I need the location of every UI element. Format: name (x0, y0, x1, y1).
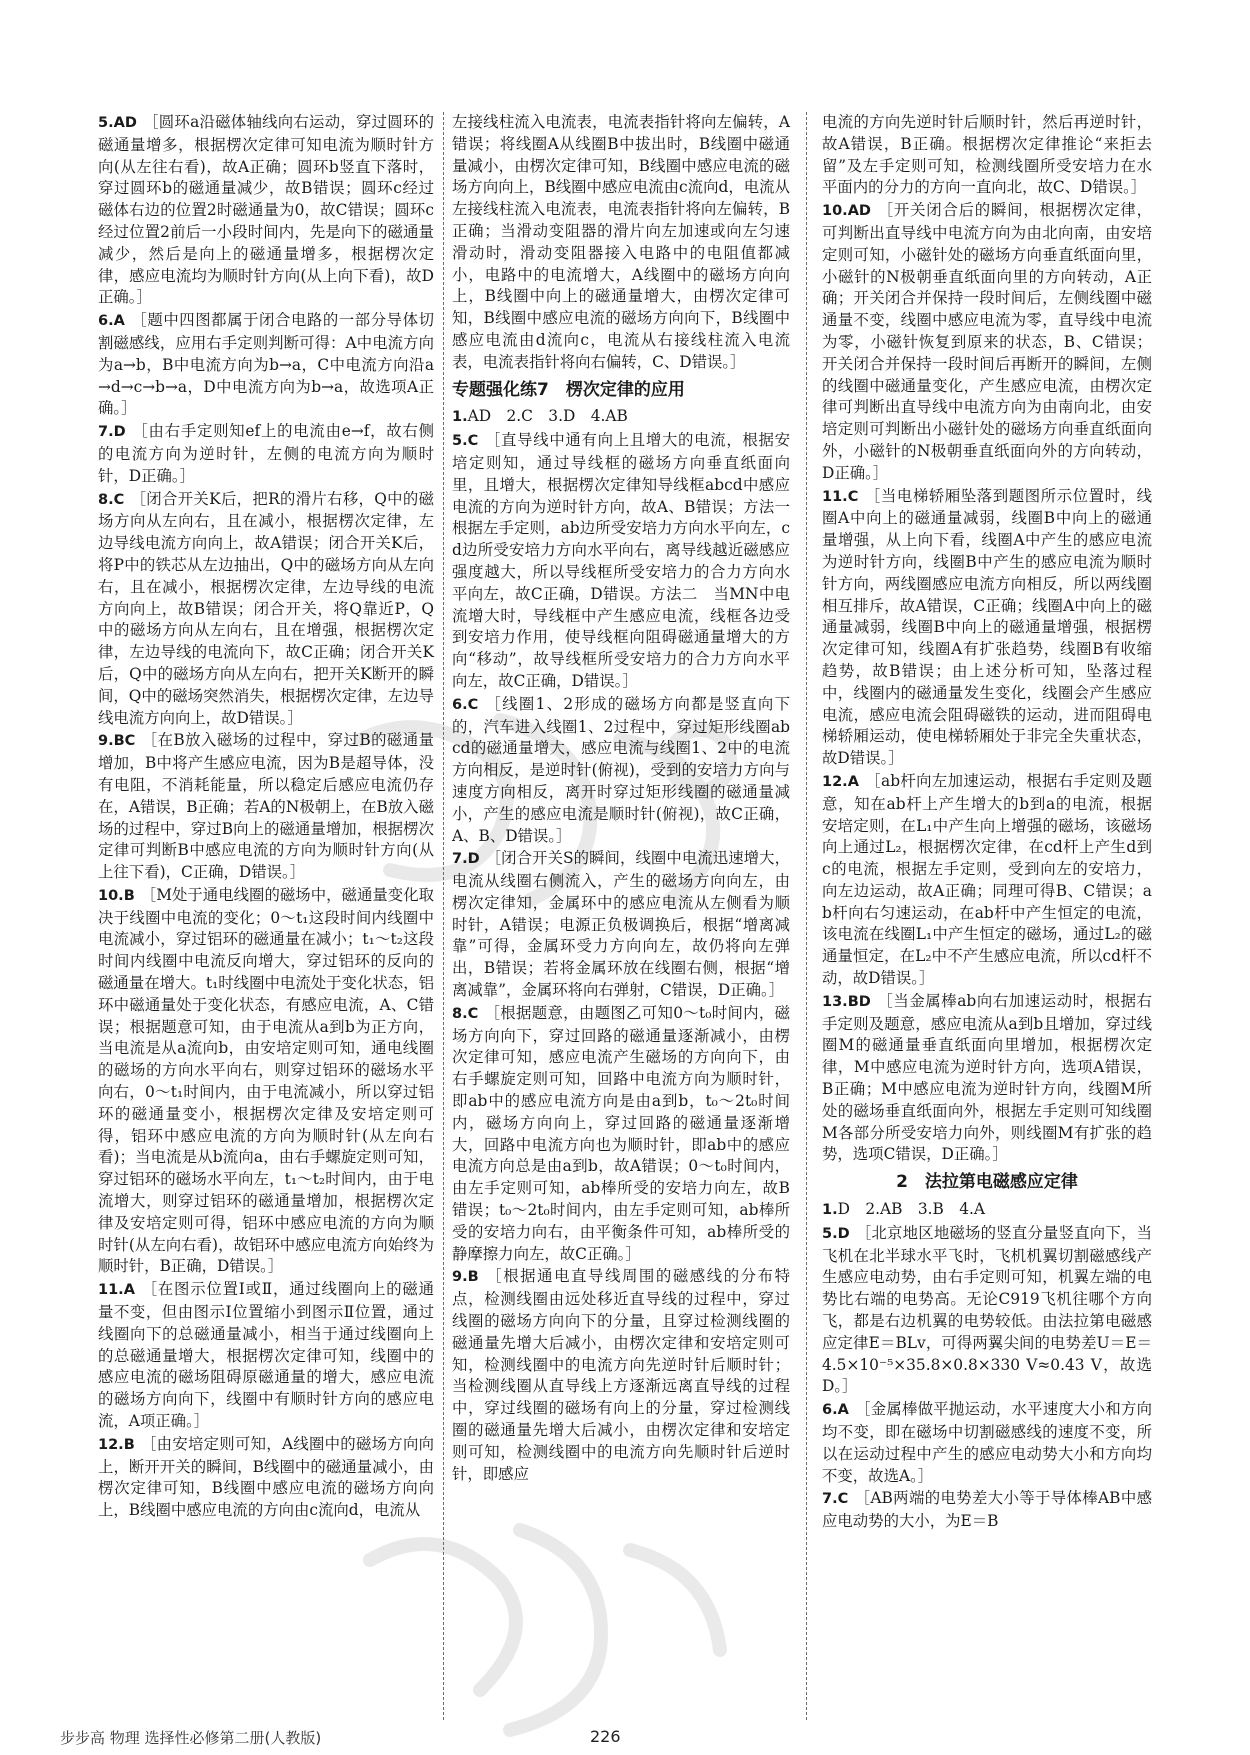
question-number: 6. (452, 696, 468, 713)
answer-list (822, 1199, 1152, 1533)
answer-item (822, 771, 1152, 990)
continued-text: 左接线柱流入电流表，电流表指针将向左偏转，A错误；将线圈A从线圈B中拔出时，B线圈中磁通量减小，由楞次定律可知，B线圈中感应电流的磁场方向向上，B线圈中感应电流由c流向d，电流从左接线柱流入电流表，电流表指针将向左偏转，B正确；当滑动变阻器的滑片向左加速或向左匀速滑动时，滑动变阻器接入电路中的电阻值都减小，电路中的电流增大，A线圈中的磁场方向向上，B线圈中向上的磁通量增大，由楞次定律可知，B线圈中感应电流的磁场方向向下，B线圈中感应电流由d流向c，电流从右接线柱流入电流表，电流表指针将向右偏转，C、D错误。］ (452, 113, 790, 371)
answer-item (452, 694, 790, 848)
question-number: 9. (452, 1269, 468, 1286)
answer-item (452, 1003, 790, 1266)
answer-list (452, 406, 806, 1485)
answer-choice: A (847, 773, 859, 790)
column-divider (443, 112, 444, 1720)
question-number: 9. (98, 733, 114, 750)
answer-item (452, 1266, 790, 1485)
answer-choice: D (113, 424, 126, 441)
answer-explanation: ［题中四图都属于闭合电路的一部分导体切割磁感线，应用右手定则判断可得：A中电流方向为a→b，B中电流方向为b→a，C中电流方向沿a→d→c→b→a，D中电流方向为b→a，故选项A正确。］ (98, 311, 434, 418)
answer-explanation: ［北京地区地磁场的竖直分量竖直向下，当飞机在北半球水平飞时，飞机机翼切割磁感线产生感应电动势，由右手定则可知，机翼左端的电势比右端的电势高。无论C919飞机往哪个方向飞，都是右边机翼的电势较低。由法拉第电磁感应定律E＝BLv，可得两翼尖间的电势差U＝E＝4.5×10⁻⁵×35.8×0.8×330 V≈0.43 V，故选D。］ (822, 1223, 1152, 1396)
question-number: 7. (822, 1491, 838, 1508)
column-divider (806, 112, 807, 1720)
book-footer: 步步高 物理 选择性必修第二册(人教版) (60, 1729, 322, 1747)
answer-explanation: ［金属棒做平抛运动，水平速度大小和方向均不变，即在磁场中切割磁感线的速度不变，所以在运动过程中产生的感应电动势大小和方向均不变，故选A。］ (822, 1400, 1152, 1485)
answer-item (98, 421, 434, 487)
answer-choice: BC (113, 733, 136, 750)
question-number: 12. (822, 773, 848, 790)
question-number: 7. (452, 851, 468, 868)
answer-item (98, 1434, 434, 1522)
answer-choice: AD (847, 203, 871, 220)
section-title: 专题强化练7 楞次定律的应用 (452, 379, 685, 400)
answer-item (452, 406, 790, 429)
question-number: 11. (98, 1282, 124, 1299)
answer-item (98, 112, 434, 309)
answer-item (452, 430, 806, 693)
answer-item (822, 200, 1152, 484)
question-number: 10. (822, 203, 848, 220)
answer-item (98, 310, 434, 420)
question-number: 5. (822, 1225, 838, 1242)
answer-choice: D (467, 851, 480, 868)
question-number: 8. (452, 1005, 468, 1022)
answer-choice: C (467, 696, 479, 713)
page-number: 226 (590, 1727, 621, 1746)
answer-explanation: ［根据通电直导线周围的磁感线的分布特点，检测线圈由远处移近直导线的过程中，穿过线圈的磁场方向向下的分量，且穿过检测线圈的磁通量先增大后减小，由楞次定律和安培定则可知，检测线圈中的电流方向先逆时针后顺时针；当检测线圈从直导线上方逐渐远离直导线的过程中，穿过线圈的磁场有向上的分量，穿过检测线圈的磁通量先增大后减小，由楞次定律和安培定则可知，检测线圈中的电流方向先顺时针后逆时针，即感应 (452, 1267, 790, 1483)
column-3 (822, 112, 1152, 1724)
question-number: 13. (822, 993, 848, 1010)
answer-explanation: ［闭合开关S的瞬间，线圈中电流迅速增大，电流从线圈右侧流入，产生的磁场方向向左，由楞次定律知，金属环中的感应电流从左侧看为顺时针，A错误；电源正负极调换后，根据“增离减靠”可得，金属环受力方向向左，故仍将向左弹出，B错误；若将金属环放在线圈右侧，根据“增离减靠”，金属环将向右弹射，C错误，D正确。］ (452, 849, 790, 1000)
answer-explanation: ［直导线中通有向上且增大的电流，根据安培定则知，通过导线框的磁场方向垂直纸面向里，且增大，根据楞次定律知导线框abcd中感应电流的方向为逆时针方向，故A、B错误；方法一 根据左手定则，ab边所受安培力方向水平向左，cd边所受安培力方向水平向右，离导线越近磁感应强度越大，所以导线框所受安培力的合力方向水平向左，故C正确，D错误。方法二 当MN中电流增大时，导线框中产生感应电流，线框各边受到安培力作用，使导线框向阻碍磁通量增大的方向“移动”，故导线框所受安培力的合力方向水平向左，故C正确，D错误。］ (452, 431, 806, 690)
answer-choice: C (113, 491, 125, 508)
answer-item (822, 1199, 1152, 1222)
answer-choice: B (123, 887, 135, 904)
answer-explanation: AD 2.C 3.D 4.AB (467, 407, 628, 426)
answer-explanation: ［圆环a沿磁体轴线向右运动，穿过圆环的磁通量增多，根据楞次定律可知电流为顺时针方向(从左往右看)，故A正确；圆环b竖直下落时，穿过圆环b的磁通量减少，故B错误；圆环c经过磁体右边的位置2时磁通量为0，故C错误；圆环c经过位置2前后一小段时间内，先是向下的磁通量减少，然后是向上的磁通量增多，根据楞次定律，感应电流均为顺时针方向(从上向下看)，故D正确。］ (98, 113, 434, 307)
answer-choice: C (847, 488, 859, 505)
answer-item (98, 1279, 434, 1433)
answer-item (822, 991, 1152, 1166)
question-number: 1. (822, 1202, 838, 1219)
question-number: 5. (98, 115, 114, 131)
answer-choice: AD (113, 115, 137, 131)
continued-text: 电流的方向先逆时针后顺时针，然后再逆时针，故A错误，B正确。根据楞次定律推论“来拒去留”及左手定则可知，检测线圈所受安培力在水平面内的分力的方向一直向北，故C、D错误。］ (822, 113, 1152, 197)
answer-explanation: ［由右手定则知ef上的电流由e→f，故右侧的电流方向为逆时针，左侧的电流方向为顺时针，D正确。］ (98, 422, 434, 485)
question-number: 5. (452, 433, 468, 450)
answer-choice: C (467, 433, 479, 450)
question-number: 7. (98, 424, 114, 441)
answer-explanation: ［当金属棒ab向右加速运动时，根据右手定则及题意，感应电流从a到b且增加，穿过线圈M的磁通量垂直纸面向里增加，根据楞次定律，M中感应电流为逆时针方向，选项A错误，B正确；M中感应电流为逆时针方向，线圈M所处的磁场垂直纸面向外，根据左手定则可知线圈M各部分所受安培力向外，则线圈M有扩张的趋势，选项C错误，D正确。］ (822, 991, 1152, 1164)
question-number: 1. (452, 409, 468, 426)
answer-item (452, 848, 790, 1002)
answer-explanation: ［由安培定则可知，A线圈中的磁场方向向上，断开开关的瞬间，B线圈中的磁通量减小，由楞次定律可知，B线圈中感应电流的磁场方向向上，B线圈中感应电流的方向由c流向d，电流从 (98, 1434, 434, 1520)
section-title: 2 法拉第电磁感应定律 (896, 1172, 1078, 1193)
answer-explanation: ［线圈1、2形成的磁场方向都是竖直向下的，汽车进入线圈1、2过程中，穿过矩形线圈abcd的磁通量增大，感应电流与线圈1、2中的电流方向相反，是逆时针(俯视)，受到的安培力方向与速度方向相反，离开时穿过矩形线圈的磁通量减小，产生的感应电流是顺时针(俯视)，故C正确，A、B、D错误。］ (452, 694, 790, 845)
answer-choice: B (123, 1436, 135, 1453)
answer-explanation: ［ab杆向左加速运动，根据右手定则及题意，知在ab杆上产生增大的b到a的电流，根据安培定则，在L₁中产生向上增强的磁场，该磁场向上通过L₂，根据楞次定律，在cd杆上产生d到c的电流，根据左手定则，受到向左的安培力，向左边运动，故A正确；同理可得B、C错误；ab杆向右匀速运动，在ab杆中产生恒定的电流，该电流在线圈L₁中产生恒定的磁场，通过L₂的磁通量恒定，在L₂中不产生感应电流，所以cd杆不动，故D错误。］ (822, 771, 1152, 988)
answer-choice: A (123, 1282, 135, 1299)
answer-item (98, 489, 434, 730)
answer-item (98, 730, 434, 884)
answer-choice: A (113, 313, 125, 330)
answer-choice: BD (847, 993, 871, 1010)
answer-item (822, 1399, 1152, 1487)
answer-choice: A (837, 1402, 849, 1419)
answer-choice: D (837, 1225, 850, 1242)
answer-explanation: ［当电梯轿厢坠落到题图所示位置时，线圈A中向上的磁通量减弱，线圈B中向上的磁通量增强，从上向下看，线圈A中产生的感应电流为逆时针方向，线圈B中产生的感应电流为顺时针方向，两线圈感应电流方向相反，所以两线圈相互排斥，故A错误，C正确；线圈A中向上的磁通量减弱，线圈B中向上的磁通量增强，根据楞次定律可知，线圈A有扩张趋势，线圈B有收缩趋势，故B错误；由上述分析可知，坠落过程中，线圈内的磁通量发生变化，线圈会产生感应电流，感应电流会阻碍磁铁的运动，进而阻碍电梯轿厢运动，使电梯轿厢处于非完全失重状态，故D错误。］ (822, 486, 1152, 768)
question-number: 6. (822, 1402, 838, 1419)
answer-item (822, 1488, 1152, 1533)
column-2 (452, 112, 806, 1724)
question-number: 10. (98, 887, 124, 904)
answer-item (822, 1223, 1152, 1398)
answer-explanation: ［开关闭合后的瞬间，根据楞次定律，可判断出直导线中电流方向为由北向南，由安培定则可知，小磁针处的磁场方向垂直纸面向里，小磁针的N极朝垂直纸面向里的方向转动，A正确；开关闭合并保持一段时间后，左侧线圈中磁通量不变，线圈中感应电流为零，直导线中电流为零，小磁针恢复到原来的状态，B、C错误；开关闭合并保持一段时间后再断开的瞬间，左侧的线圈中磁通量变化，产生感应电流，由楞次定律可判断出直导线中电流方向为由南向北，由安培定则可判断出小磁针处的磁场方向垂直纸面向外，小磁针的N极朝垂直纸面向外的方向转动，D正确。］ (822, 201, 1152, 482)
answer-explanation: ［在图示位置Ⅰ或Ⅱ，通过线圈向上的磁通量不变，但由图示Ⅰ位置缩小到图示Ⅱ位置，通过线圈向下的总磁通量减小，相当于通过线圈向上的总磁通量增大，根据楞次定律可知，线圈中的感应电流的磁场阻碍原磁通量的增大，感应电流的磁场方向向下，线圈中有顺时针方向的感应电流，A项正确。］ (98, 1280, 434, 1431)
answer-choice: B (467, 1269, 479, 1286)
answer-explanation: ［根据题意，由题图乙可知0～t₀时间内，磁场方向向下，穿过回路的磁通量逐渐减小，由楞次定律可知，感应电流产生磁场的方向向下，由右手螺旋定则可知，回路中电流方向为顺时针，即ab中的感应电流方向是由a到b，t₀～2t₀时间内，磁场方向向上，穿过回路的磁通量逐渐增大，回路中电流方向也为顺时针，即ab中的感应电流方向总是由a到b，故A错误；0～t₀时间内，由左手定则可知，ab棒所受的安培力向左，故B错误；t₀～2t₀时间内，由左手定则可知，ab棒所受的安培力向右，由平衡条件可知，ab棒所受的静摩擦力向左，故C正确。］ (452, 1003, 790, 1263)
question-number: 12. (98, 1436, 124, 1453)
answer-item (822, 486, 1152, 770)
answer-choice: C (467, 1005, 479, 1022)
answer-item (98, 885, 434, 1278)
question-number: 8. (98, 491, 114, 508)
column-1 (98, 112, 434, 1724)
answer-explanation: ［闭合开关K后，把R的滑片右移，Q中的磁场方向从左向右，且在减小，根据楞次定律，左边导线电流方向向上，故A错误；闭合开关K后，将P中的铁芯从左边抽出，Q中的磁场方向从左向右，且在减小，根据楞次定律，左边导线的电流方向向上，故B错误；闭合开关，将Q靠近P，Q中的磁场方向从左向右，且在增强，根据楞次定律，左边导线的电流向下，故C正确；闭合开关K后，Q中的磁场方向从左向右，把开关K断开的瞬间，Q中的磁场突然消失，根据楞次定律，左边导线电流方向向上，故D错误。］ (98, 489, 434, 727)
question-number: 6. (98, 313, 114, 330)
answer-explanation: ［在B放入磁场的过程中，穿过B的磁通量增加，B中将产生感应电流，因为B是超导体，没有电阻，不消耗能量，所以稳定后感应电流仍存在，A错误，B正确；若A的N极朝上，在B放入磁场的过程中，穿过B向上的磁通量增加，根据楞次定律可判断B中感应电流的方向为顺时针方向(从上往下看)，C正确，D错误。］ (98, 731, 434, 882)
answer-explanation: D 2.AB 3.B 4.A (837, 1200, 986, 1219)
answer-explanation: ［M处于通电线圈的磁场中，磁通量变化取决于线圈中电流的变化；0～t₁这段时间内线圈中电流减小，穿过铝环的磁通量在减小；t₁～t₂这段时间内线圈中电流反向增大，穿过铝环的反向的磁通量在增大。t₁时线圈中电流处于变化状态，铝环中磁通量处于变化状态，有感应电流，A、C错误；根据题意可知，由于电流从a到b为正方向，当电流是从a流向b，由安培定则可知，通电线圈的磁场的方向水平向右，则穿过铝环的磁场水平向右，0～t₁时间内，由于电流减小，所以穿过铝环的磁通量变小，根据楞次定律及安培定则可得，铝环中感应电流的方向为顺时针(从左向右看)；当电流是从b流向a，由右手螺旋定则可知，穿过铝环的磁场水平向左，t₁～t₂时间内，由于电流增大，则穿过铝环的磁通量增加，根据楞次定律及安培定则可得，铝环中感应电流的方向为顺时针(从左向右看)，故铝环中感应电流方向始终为顺时针，B正确，D错误。］ (98, 885, 434, 1276)
question-number: 11. (822, 488, 848, 505)
answer-choice: C (837, 1491, 849, 1508)
answer-list (822, 200, 1152, 1166)
answer-explanation: ［AB两端的电势差大小等于导体棒AB中感应电动势的大小，为E＝B (822, 1489, 1152, 1531)
